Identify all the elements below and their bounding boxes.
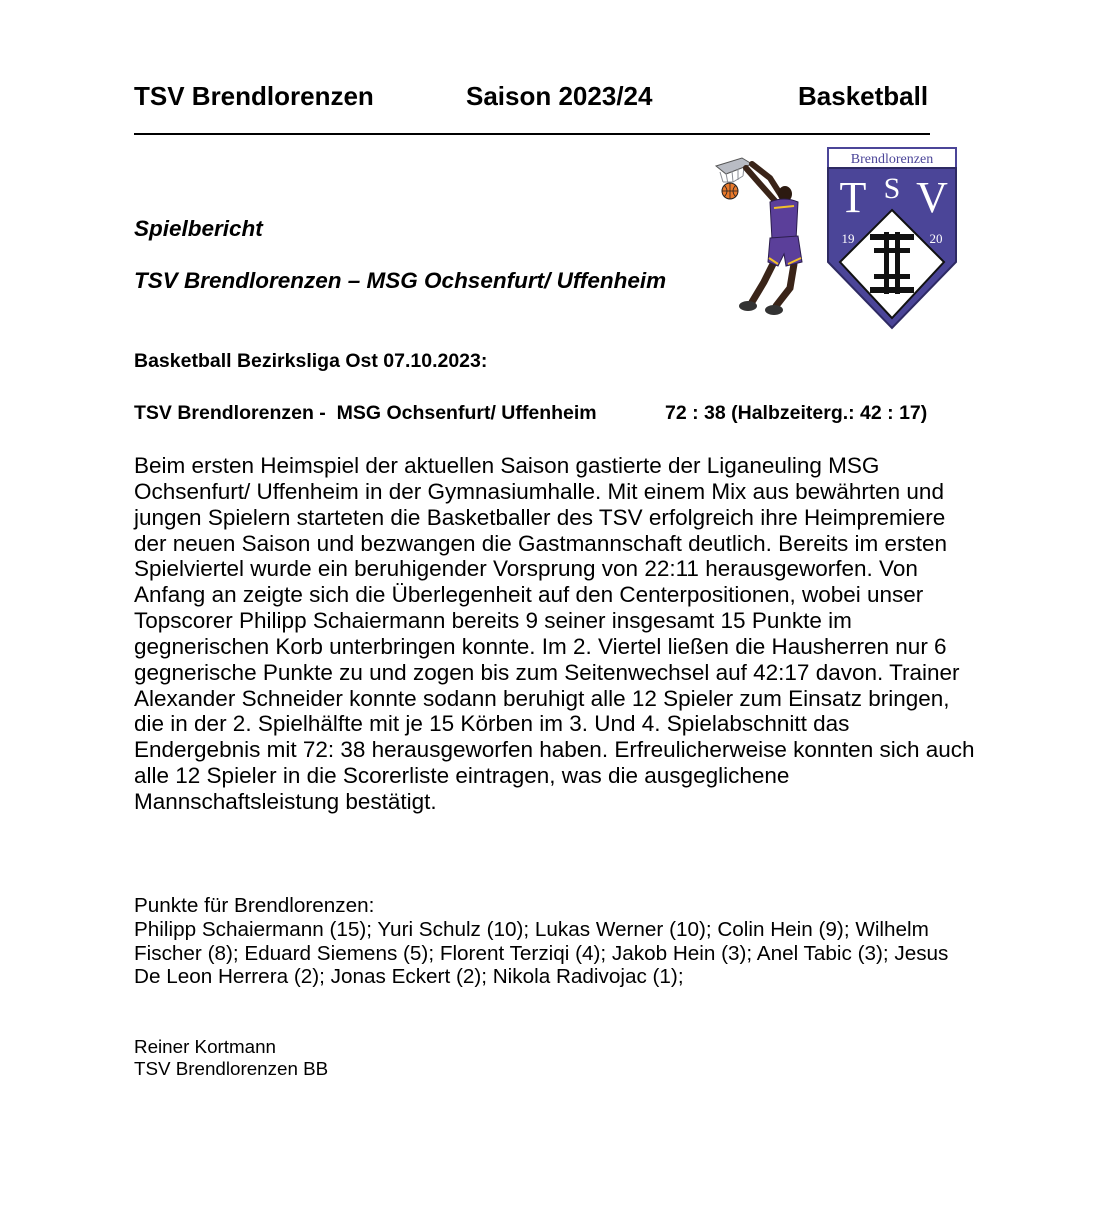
signature-name: Reiner Kortmann <box>134 1036 276 1057</box>
body-line: Mannschaftsleistung bestätigt. <box>134 788 437 814</box>
basketball-icon <box>722 183 738 199</box>
player-figure <box>739 164 802 315</box>
header-divider <box>134 133 930 135</box>
body-line: Alexander Schneider konnte sodann beruhigt alle 12 Spieler zum Einsatz bringen, <box>134 685 950 711</box>
header-club: TSV Brendlorenzen <box>134 81 374 111</box>
score-teams: TSV Brendlorenzen - MSG Ochsenfurt/ Uffenheim <box>134 402 597 424</box>
logo-letter-s: S <box>883 172 901 205</box>
body-line: Ochsenfurt/ Uffenheim in der Gymnasiumhalle. Mit einem Mix aus bewährten und <box>134 478 944 504</box>
logo-year-left: 19 <box>841 231 855 246</box>
logo-letter-t: T <box>839 173 867 222</box>
body-line: Spielviertel wurde ein beruhigender Vorsprung von 22:11 herausgeworfen. Von <box>134 556 918 582</box>
points-line: De Leon Herrera (2); Jonas Eckert (2); Nikola Radivojac (1); <box>134 965 684 989</box>
body-line: gegnerischen Korb unterbringen konnte. Im 2. Viertel ließen die Hausherren nur 6 <box>134 633 947 659</box>
report-body <box>134 453 975 815</box>
points-heading: Punkte für Brendlorenzen: <box>134 894 375 917</box>
points-line: Philipp Schaiermann (15); Yuri Schulz (10); Lukas Werner (10); Colin Hein (9); Wilhelm <box>134 917 929 941</box>
body-line: die in der 2. Spielhälfte mit je 15 Körben im 3. Und 4. Spielabschnitt das <box>134 711 850 737</box>
body-line: alle 12 Spieler in die Scorerliste eintragen, was die ausgeglichene <box>134 763 790 789</box>
body-line: Topscorer Philipp Schaiermann bereits 9 seiner insgesamt 15 Punkte im <box>134 608 852 634</box>
basketball-player-illustration <box>712 154 812 318</box>
body-line: Anfang an zeigte sich die Überlegenheit auf den Centerpositionen, wobei unser <box>134 582 924 608</box>
logo-year-right: 20 <box>929 231 943 246</box>
header-season: Saison 2023/24 <box>466 81 653 111</box>
body-line: Endergebnis mit 72: 38 herausgeworfen haben. Erfreulicherweise konnten sich auch <box>134 737 975 763</box>
logo-banner-text: Brendlorenzen <box>850 152 934 167</box>
report-label: Spielbericht <box>134 216 263 241</box>
signature-org: TSV Brendlorenzen BB <box>134 1058 329 1079</box>
logo-letter-v: V <box>916 173 948 222</box>
body-line: der neuen Saison und bezwangen die Gastmannschaft deutlich. Bereits im ersten <box>134 530 947 556</box>
points-line: Fischer (8); Eduard Siemens (5); Florent Terziqi (4); Jakob Hein (3); Anel Tabic (3); Jesus <box>134 941 949 965</box>
header-sport: Basketball <box>798 81 929 111</box>
league-date: Basketball Bezirksliga Ost 07.10.2023: <box>134 350 488 372</box>
tsv-club-logo <box>826 146 958 330</box>
signature-block <box>134 1036 328 1080</box>
score-result: 72 : 38 (Halbzeiterg.: 42 : 17) <box>665 402 928 424</box>
points-section <box>134 894 948 989</box>
body-line: jungen Spielern starteten die Basketballer des TSV erfolgreich ihre Heimpremiere <box>134 504 946 530</box>
body-line: gegnerische Punkte zu und zogen bis zum Seitenwechsel auf 42:17 davon. Trainer <box>134 659 960 685</box>
match-title: TSV Brendlorenzen – MSG Ochsenfurt/ Uffenheim <box>134 268 667 293</box>
body-line: Beim ersten Heimspiel der aktuellen Saison gastierte der Liganeuling MSG <box>134 453 880 478</box>
